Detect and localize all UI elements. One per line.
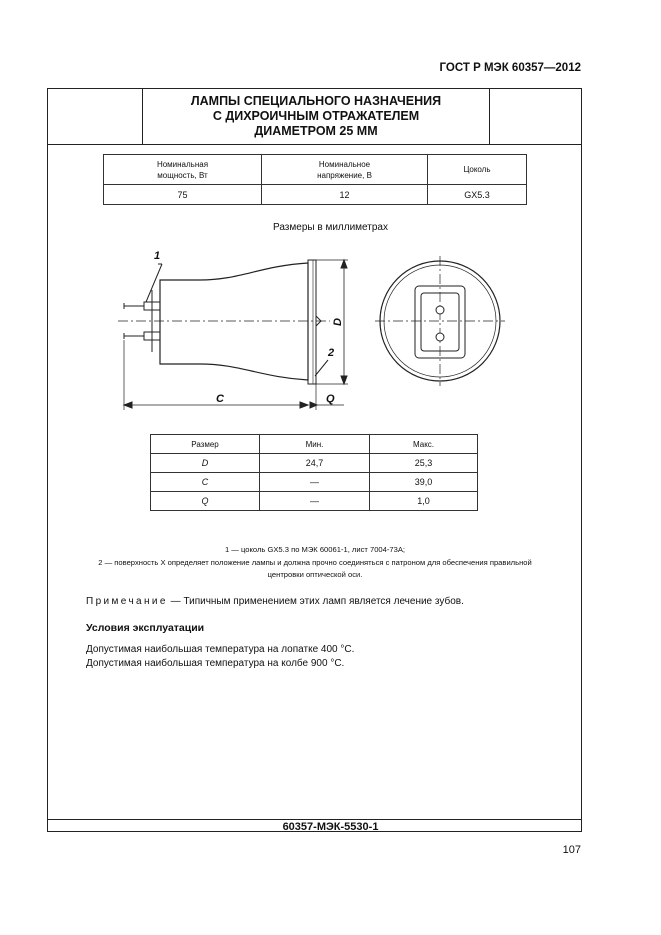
- note: [86, 596, 464, 607]
- conditions-line-1: Допустимая наибольшая температура на лопатке 400 °С.: [86, 644, 355, 655]
- page-number: 107: [562, 844, 581, 856]
- title-line-2: С ДИХРОИЧНЫМ ОТРАЖАТЕЛЕМ: [212, 109, 420, 123]
- figure-legend: [55, 544, 575, 582]
- lamp-drawing: [100, 240, 520, 415]
- title-line-1: ЛАМПЫ СПЕЦИАЛЬНОГО НАЗНАЧЕНИЯ: [190, 94, 442, 108]
- table-row: Q — 1,0: [151, 492, 478, 511]
- note-text: — Типичным применением этих ламп является лечение зубов.: [167, 596, 464, 607]
- dim-c-label: C: [216, 393, 224, 405]
- dimensions-table: [150, 434, 478, 511]
- legend-line-2: 2 — поверхность X определяет положение лампы и должна прочно соединяться с патроном для обеспечения правильной: [98, 557, 532, 567]
- header-power: Номинальная мощность, Вт: [104, 155, 262, 185]
- lamp-body-outline: [160, 263, 308, 380]
- sheet-title: [142, 89, 490, 144]
- legend-line-3: центровки оптической оси.: [267, 570, 363, 579]
- header-base: Цоколь: [428, 155, 527, 185]
- value-voltage: 12: [262, 185, 428, 205]
- legend-line-1: 1 — цоколь GX5.3 по МЭК 60061-1, лист 7004-73А;: [224, 545, 406, 554]
- callout-2-leader: [315, 360, 328, 376]
- dims-header-min: Мин.: [260, 435, 370, 454]
- title-divider: [48, 144, 581, 145]
- front-pin-upper: [436, 306, 444, 314]
- table-row: D 24,7 25,3: [151, 454, 478, 473]
- reflector-flange: [308, 260, 316, 384]
- parameters-table: [103, 154, 527, 205]
- dimensions-caption: Размеры в миллиметрах: [273, 222, 388, 233]
- front-pin-lower: [436, 333, 444, 341]
- conditions-line-2: Допустимая наибольшая температура на колбе 900 °С.: [86, 658, 345, 669]
- dims-header-max: Макс.: [370, 435, 478, 454]
- footer-divider: [48, 819, 581, 820]
- note-prefix: Примечание: [86, 596, 168, 607]
- dims-header-size: Размер: [151, 435, 260, 454]
- callout-2-label: 2: [328, 347, 335, 359]
- title-line-3: ДИАМЕТРОМ 25 ММ: [254, 124, 378, 138]
- dim-d-label: D: [332, 318, 344, 326]
- standard-number: ГОСТ Р МЭК 60357—2012: [439, 62, 581, 74]
- header-voltage: Номинальное напряжение, В: [262, 155, 428, 185]
- table-row: C — 39,0: [151, 473, 478, 492]
- conditions-title: Условия эксплуатации: [86, 622, 205, 634]
- sheet-code: 60357-МЭК-5530-1: [282, 821, 379, 833]
- value-power: 75: [104, 185, 262, 205]
- callout-1-label: 1: [154, 250, 161, 262]
- value-base: GX5.3: [428, 185, 527, 205]
- dim-q-label: Q: [326, 393, 335, 405]
